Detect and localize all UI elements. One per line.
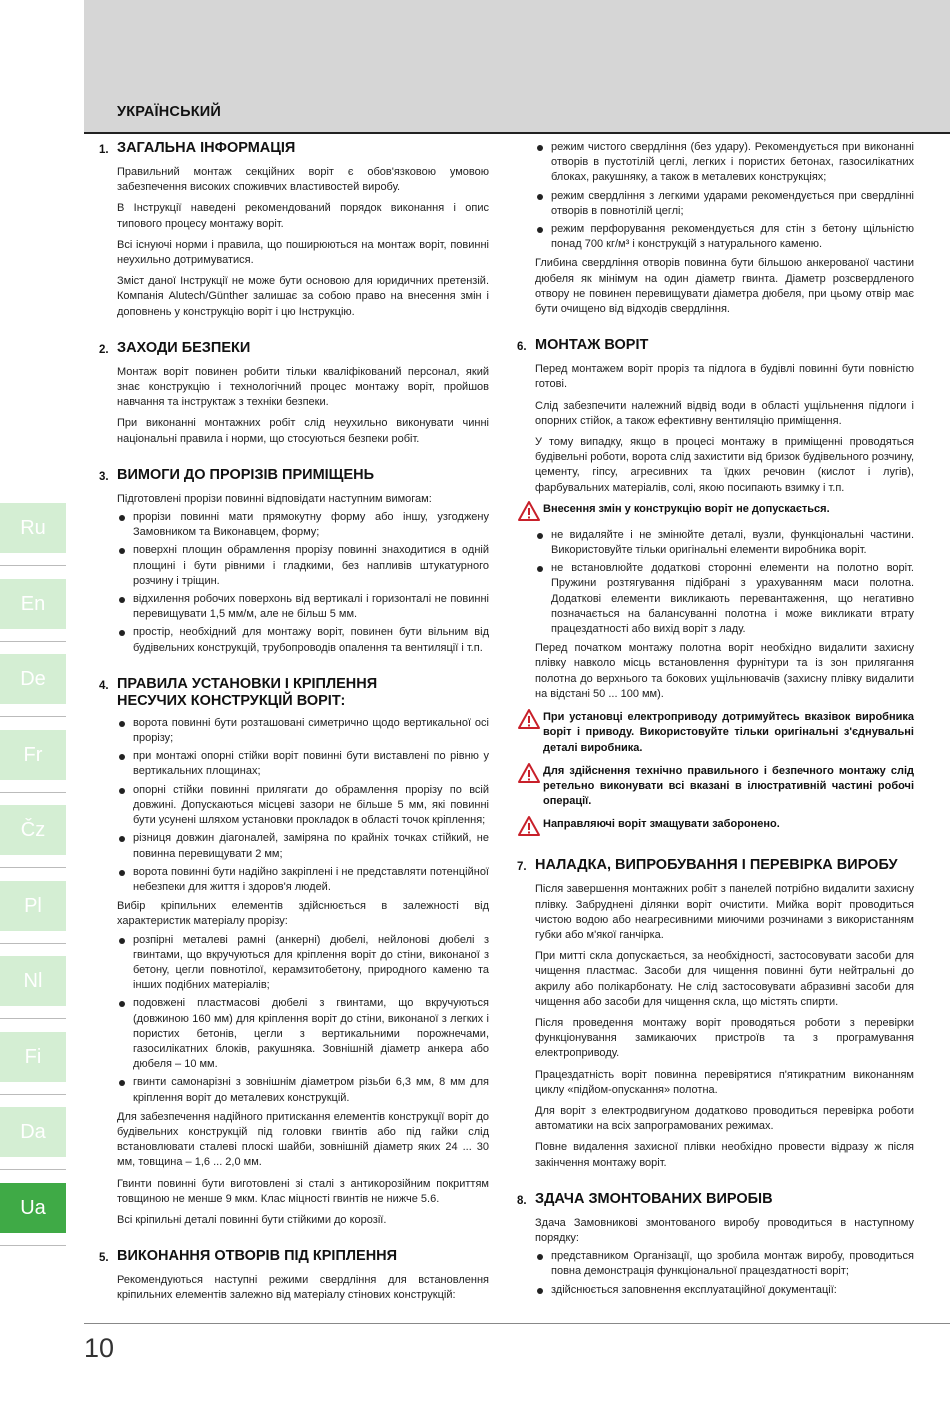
section-general-info (99, 140, 489, 320)
section-number: 5. (99, 1252, 109, 1265)
section-title: ЗАГАЛЬНА ІНФОРМАЦІЯ (117, 140, 296, 156)
section-number: 7. (517, 861, 527, 874)
section-title: НАЛАДКА, ВИПРОБУВАННЯ І ПЕРЕВІРКА ВИРОБУ (535, 857, 898, 874)
language-title: УКРАЇНСЬКИЙ (117, 104, 221, 120)
tab-divider (0, 1094, 66, 1095)
paragraph: Для воріт з електродвигуном додатково проводиться перевірка роботи автоматики на всіх запрограмованих режимах. (535, 1104, 914, 1133)
list-item: не встановлюйте додаткові сторонні елементи на полотно воріт. Пружини розтягування підібрані з урахуванням маси полотна. Додаткові елементи викликають перевантаження, що негативно позначається на балансуванні полотна і може викликати втрату працездатності або вихід воріт з ладу. (535, 561, 914, 637)
list-item: подовжені пластмасові дюбелі з гвинтами, що вкручуються (довжиною 160 мм) для кріплення воріт до стіни, виконаної з легких і пористих бетонів, цегли з вертикальними порожнечами, газосилікатних блоків, ракушняка. Зовнішній діаметр анкера або дюбеля – 10 мм. (117, 996, 489, 1072)
list-item: простір, необхідний для монтажу воріт, повинен бути вільним від будівельних конструкцій, трубопроводів опалення та вентиляції і т.п. (117, 625, 489, 655)
warning-text: Внесення змін у конструкцію воріт не допускається. (543, 502, 830, 515)
paragraph: При митті скла допускається, за необхідності, застосовувати засоби для чищення пластмас. Засоби для чищення повинні бути нейтральні до акрилу або полікарбонату. Не слід застосовувати абразивні засоби для чищення або засоби для чищення скла, що містять спирти. (535, 950, 914, 1008)
paragraph: Слід забезпечити належний відвід води в області ущільнення підлоги і опорних стійок, а також ефективну вентиляцію приміщення. (535, 399, 914, 427)
section-title: МОНТАЖ ВОРІТ (535, 337, 649, 354)
footer-rule (84, 1323, 950, 1324)
tab-divider (0, 1245, 66, 1246)
bullet-list (117, 716, 489, 895)
section-title: ВИКОНАННЯ ОТВОРІВ ПІД КРІПЛЕННЯ (117, 1248, 398, 1265)
right-column (517, 140, 914, 1302)
warning-block (517, 764, 914, 810)
paragraph: В Інструкції наведені рекомендований порядок виконання і опис типового процесу монтажу воріт. (117, 202, 489, 230)
language-tab-ru[interactable]: Ru (0, 503, 66, 553)
list-item: режим свердління з легкими ударами рекомендується при свердлінні отворів в повнотілій цеглі; (535, 189, 914, 219)
paragraph: Рекомендуються наступні режими свердління для встановлення кріпильних елементів залежно від матеріалу стінових конструкцій: (117, 1274, 489, 1302)
warning-text: Направляючі воріт змащувати заборонено. (543, 818, 780, 831)
paragraph: Вибір кріпильних елементів здійснюється в залежності від характеристик матеріалу прорізу: (117, 900, 489, 928)
section-opening-requirements (99, 467, 489, 656)
list-item: ворота повинні бути розташовані симетрично щодо вертикальної осі прорізу; (117, 716, 489, 746)
section-title: ВИМОГИ ДО ПРОРІЗІВ ПРИМІЩЕНЬ (117, 466, 375, 483)
paragraph: Здача Замовникові змонтованого виробу проводиться в наступному порядку: (535, 1216, 914, 1244)
bullet-list (117, 510, 489, 656)
list-item: відхилення робочих поверхонь від вертикалі і горизонталі не повинні перевищувати 1,5 мм/м, але не більш 5 мм. (117, 592, 489, 622)
tab-divider (0, 943, 66, 944)
paragraph: Перед монтажем воріт проріз та підлога в будівлі повинні бути повністю готові. (535, 363, 914, 391)
paragraph: Підготовлені прорізи повинні відповідати наступним вимогам: (117, 492, 432, 505)
section-gate-mounting (517, 337, 914, 837)
paragraph: Після проведення монтажу воріт проводяться роботи з перевірки функціонування замикаючих пристроїв та з програмування електроприводу. (535, 1016, 914, 1060)
paragraph: Всі кріпильні деталі повинні бути стійкими до корозії. (117, 1213, 387, 1226)
section-testing (517, 857, 914, 1170)
paragraph: Глибина свердління отворів повинна бути більшою анкерованої частини дюбеля як мінімум на один діаметр гвинта. Діаметр розсвердленого отвору не повинен перевищувати діаметра дюбеля, при цьому отвір має бути очищено від відходів свердління. (535, 257, 914, 316)
language-tab-fr[interactable]: Fr (0, 730, 66, 780)
language-tab-čz[interactable]: Čz (0, 805, 66, 855)
list-item: при монтажі опорні стійки воріт повинні бути виставлені по рівню у вертикальних площинах; (117, 749, 489, 779)
section-number: 6. (517, 341, 527, 354)
paragraph: Працездатність воріт повинна перевірятися п'ятикратним виконанням циклу «підйом-опускання» полотна. (535, 1068, 914, 1096)
list-item: гвинти самонарізні з зовнішнім діаметром різьби 6,3 мм, 8 мм для кріплення воріт до металевих конструкцій. (117, 1075, 489, 1105)
paragraph: Перед початком монтажу полотна воріт необхідно видалити захисну плівку навколо місць встановлення фурнітури та із зон прилягання полотна до верхнього та бокових ущільнювачів (захисну плівку видалити на відстані 50 ... 100 мм). (535, 642, 914, 700)
paragraph: При виконанні монтажних робіт слід неухильно виконувати чинні національні правила і норми, що стосуються безпеки робіт. (117, 417, 489, 445)
tab-divider (0, 641, 66, 642)
list-item: розпірні металеві рамні (анкерні) дюбелі, нейлонові дюбелі з гвинтами, що вкручуються для кріплення воріт до стіни, виконаної з бетону, цегли повнотілої, керамзитобетону, природного каменю та інших подібних матеріалів; (117, 933, 489, 994)
section-number: 8. (517, 1194, 527, 1207)
section-number: 3. (99, 470, 109, 483)
language-tab-ua[interactable]: Ua (0, 1183, 66, 1233)
list-item: режим чистого свердління (без удару). Рекомендується при виконанні отворів в пустотілій цеглі, легких і пористих бетонах, газосилікатних блоках, ракушняку, а також в металевих конструкціях; (535, 140, 914, 186)
list-item: ворота повинні бути надійно закріплені і не представляти потенційної небезпеки для життя і здоров'я людей. (117, 865, 489, 895)
list-item: поверхні площин обрамлення прорізу повинні знаходитися в одній площині і бути рівними і гладкими, без напливів штукатурного розчину і тріщин. (117, 543, 489, 589)
tab-divider (0, 565, 66, 566)
left-column (99, 140, 489, 1310)
language-tab-fi[interactable]: Fi (0, 1032, 66, 1082)
warning-text: При установці електроприводу дотримуйтесь вказівок виробника воріт і приводу. Використовуйте тільки оригінальні з'єднувальні деталі виробника. (543, 711, 914, 754)
list-item: не видаляйте і не змінюйте деталі, вузли, функціональні частини. Використовуйте тільки оригінальні елементи виробника воріт. (535, 528, 914, 558)
warning-block (517, 502, 914, 522)
section-title: ЗАХОДИ БЕЗПЕКИ (117, 339, 251, 356)
bullet-list (535, 140, 914, 252)
section-number: 4. (99, 679, 109, 692)
paragraph: Всі існуючі норми і правила, що поширюються на монтаж воріт, повинні неухильно дотримуватися. (117, 238, 489, 267)
warning-block (517, 817, 914, 837)
language-tab-pl[interactable]: Pl (0, 881, 66, 931)
warning-block (517, 710, 914, 756)
paragraph: Повне видалення захисної плівки необхідно провести відразу ж після закінчення монтажу воріт. (535, 1141, 914, 1169)
section-title: ЗДАЧА ЗМОНТОВАНИХ ВИРОБІВ (535, 1190, 773, 1207)
section-title-line1: ПРАВИЛА УСТАНОВКИ І КРІПЛЕННЯ (117, 675, 378, 692)
paragraph: У тому випадку, якщо в процесі монтажу в приміщенні проводяться будівельні роботи, ворота слід захистити від бризок будівельного розчину, цементу, гіпсу, агресивних та їдких речовин (кислот і лугів), фарбувальних матеріалів, солі, якою посипають взимку і т.п. (535, 436, 914, 494)
section-number: 1. (99, 144, 109, 156)
language-tab-en[interactable]: En (0, 579, 66, 629)
list-item: прорізи повинні мати прямокутну форму або іншу, узгоджену Замовником та Виконавцем, форму; (117, 510, 489, 540)
paragraph: Правильний монтаж секційних воріт є обов'язковою умовою забезпечення високих споживчих властивостей виробу. (117, 166, 489, 194)
language-tab-nl[interactable]: Nl (0, 956, 66, 1006)
bullet-list (535, 528, 914, 637)
language-tab-de[interactable]: De (0, 654, 66, 704)
header-rule (84, 132, 950, 134)
section-number: 2. (99, 343, 109, 356)
list-item: представником Організації, що зробила монтаж виробу, проводиться повна демонстрація функціональної працездатності воріт; (535, 1249, 914, 1279)
warning-triangle-icon (517, 815, 541, 837)
warning-triangle-icon (517, 708, 541, 730)
warning-triangle-icon (517, 500, 541, 522)
list-item: здійснюється заповнення експлуатаційної документації: (535, 1283, 914, 1298)
warning-text: Для здійснення технічно правильного і безпечного монтажу слід ретельно виконувати всі вказані в ілюстративній частині робочі операції. (543, 764, 914, 808)
paragraph: Після завершення монтажних робіт з панелей потрібно видалити захисну плівку. Забруднені ділянки воріт очистити. Мийка воріт проводиться чистою водою або неагресивними миючими розчинами з використанням губки або м'якої ганчірка. (535, 883, 914, 941)
section-drilling (99, 1248, 489, 1303)
paragraph: Для забезпечення надійного притискання елементів конструкції воріт до будівельних конструкцій під головки гвинтів або під гайки слід встановлювати сталеві плоскі шайби, зовнішній діаметр яких 24 ... 30 мм, товщина – 1,6 ... 2,0 мм. (117, 1110, 489, 1169)
section-installation-rules (99, 676, 489, 1228)
warning-triangle-icon (517, 762, 541, 784)
tab-divider (0, 716, 66, 717)
tab-divider (0, 792, 66, 793)
tab-divider (0, 1169, 66, 1170)
section-safety (99, 340, 489, 447)
list-item: різниця довжин діагоналей, заміряна по крайніх точках стійкий, не повинна перевищувати 2 мм; (117, 831, 489, 861)
bullet-list (117, 933, 489, 1106)
page-number: 10 (84, 1333, 115, 1363)
list-item: опорні стійки повинні прилягати до обрамлення прорізу по всій довжині. Допускаються місцеві зазори не більше 5 мм, які повинні бути усунені шляхом установки прокладок в області точок кріплення; (117, 783, 489, 829)
list-item: режим перфорування рекомендується для стін з бетону щільністю понад 700 кг/м³ і конструкцій з натурального каменю. (535, 222, 914, 252)
paragraph: Монтаж воріт повинен робити тільки кваліфікований персонал, який знає конструкцію і технологічний процес монтажу воріт, пройшов навчання та інструктаж з техніки безпеки. (117, 365, 489, 409)
paragraph: Зміст даної Інструкції не може бути основою для юридичних претензій. Компанія Alutech/Günther залишає за собою право на внесення змін і доповнень у конструкцію воріт і цю Інструкцію. (117, 275, 489, 318)
tab-divider (0, 867, 66, 868)
language-tab-da[interactable]: Da (0, 1107, 66, 1157)
bullet-list (535, 1249, 914, 1298)
paragraph: Гвинти повинні бути виготовлені зі сталі з антикорозійним покриттям товщиною не менше 9 мкм. Клас міцності гвинтів не нижче 5.6. (117, 1177, 489, 1205)
tab-divider (0, 1018, 66, 1019)
section-title-line2: НЕСУЧИХ КОНСТРУКЦІЙ ВОРІТ: (117, 692, 346, 709)
section-handover (517, 1191, 914, 1298)
